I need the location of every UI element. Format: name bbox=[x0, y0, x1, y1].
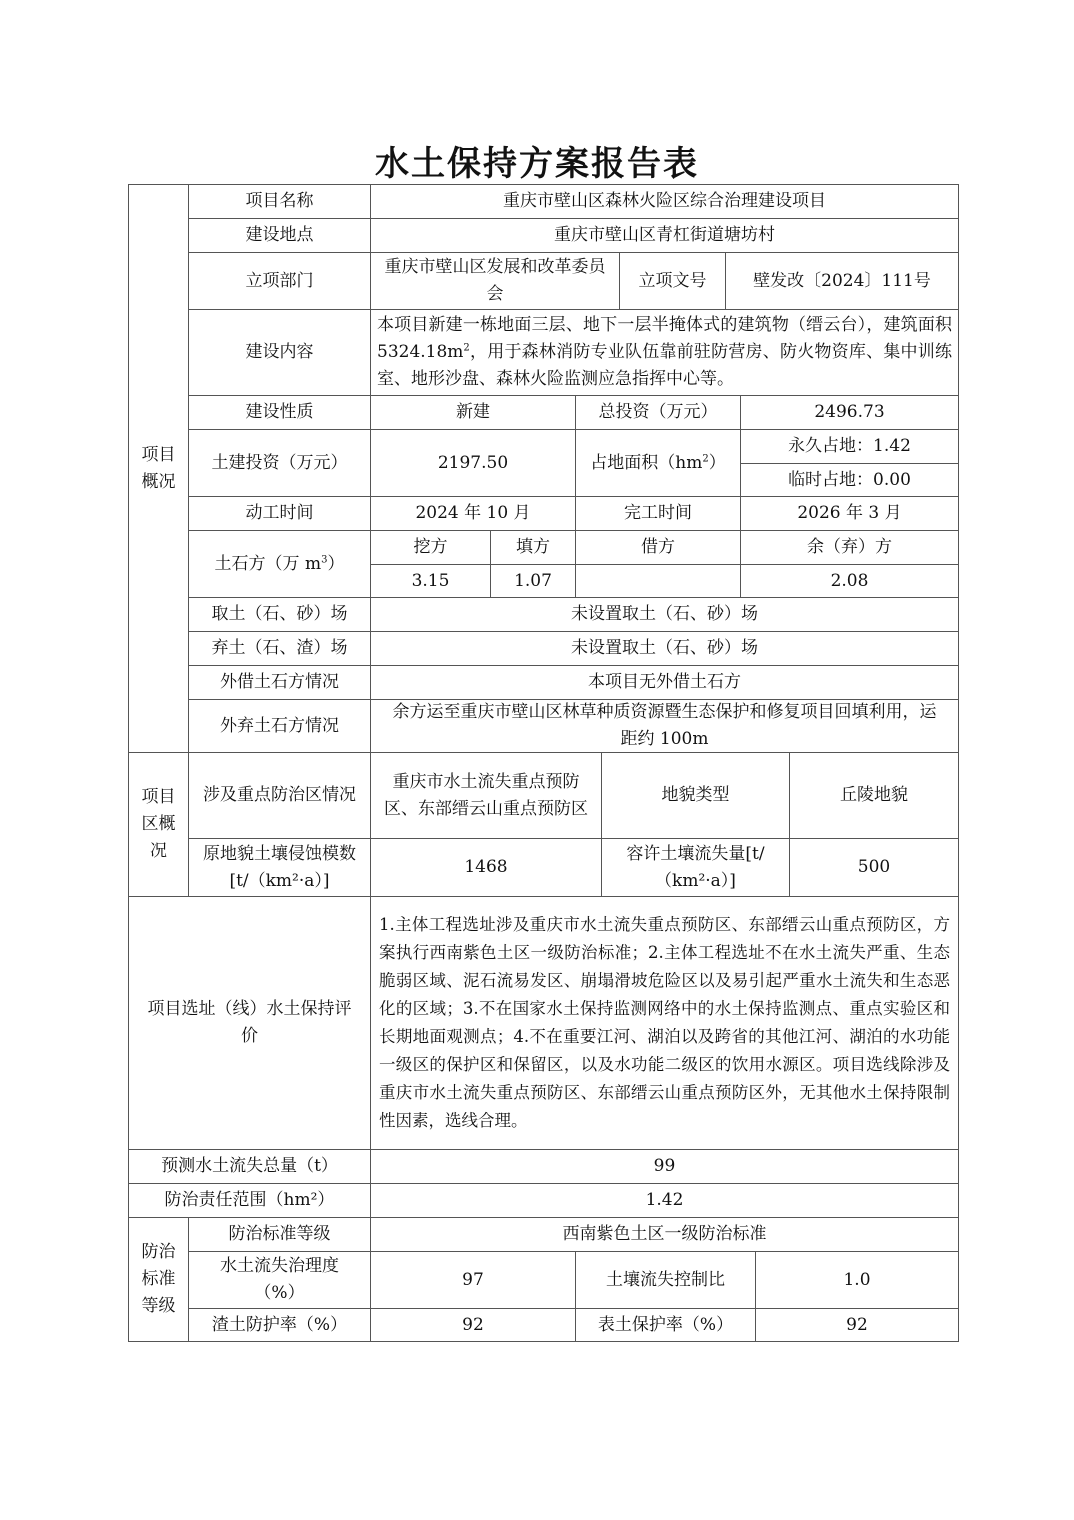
ext-borrow-value: 本项目无外借土石方 bbox=[370, 665, 959, 700]
earthwork-header-borrow: 借方 bbox=[575, 530, 741, 565]
total-invest-value: 2496.73 bbox=[740, 395, 959, 430]
control-degree-value: 97 bbox=[370, 1251, 576, 1309]
dept-value: 重庆市壁山区发展和改革委员会 bbox=[370, 252, 620, 310]
slag-rate-label: 渣土防护率（%） bbox=[188, 1308, 371, 1342]
ext-borrow-label: 外借土石方情况 bbox=[188, 665, 371, 700]
earthwork-label: 土石方（万 $m^3$） bbox=[188, 530, 371, 598]
page-title: 水土保持方案报告表 bbox=[375, 144, 699, 184]
total-invest-label: 总投资（万元） bbox=[575, 395, 741, 430]
earthwork-value-borrow bbox=[575, 564, 741, 598]
earthwork-value-cut: 3.15 bbox=[370, 564, 491, 598]
content-value: 本项目新建一栋地面三层、地下一层半掩体式的建筑物（缙云台），建筑面积 $5324.18m^2$，用于森林消防专业队伍靠前驻防营房、防火物资库、集中训练室、地形沙盘、森林火险监测应急指挥中心等。 bbox=[370, 309, 959, 396]
std-level-value: 西南紫色土区一级防治标准 bbox=[370, 1217, 959, 1252]
allowable-loss-value: 500 bbox=[789, 838, 959, 897]
nature-label: 建设性质 bbox=[188, 395, 371, 430]
landform-value: 丘陵地貌 bbox=[789, 752, 959, 839]
earthwork-value-fill: 1.07 bbox=[490, 564, 576, 598]
allowable-loss-label: 容许土壤流失量[t/（km²·a）] bbox=[601, 838, 790, 897]
topsoil-rate-value: 92 bbox=[755, 1308, 959, 1342]
nature-value: 新建 bbox=[370, 395, 576, 430]
erosion-value: 1468 bbox=[370, 838, 602, 897]
key-zone-label: 涉及重点防治区情况 bbox=[188, 752, 371, 839]
section-area-overview: 项目区概况 bbox=[128, 752, 189, 897]
land-area-label: 占地面积$(hm^2)$ bbox=[575, 429, 741, 497]
start-time-value: 2024 年 10 月 bbox=[370, 496, 576, 531]
resp-area-label: 防治责任范围（hm²） bbox=[128, 1183, 371, 1218]
civil-invest-label: 土建投资（万元） bbox=[188, 429, 371, 497]
permanent-land: 永久占地：1.42 bbox=[740, 429, 959, 464]
site-eval-label: 项目选址（线）水土保持评价 bbox=[128, 896, 371, 1150]
resp-area-value: 1.42 bbox=[370, 1183, 959, 1218]
section-project-overview: 项目概况 bbox=[128, 184, 189, 753]
earthwork-header-spoil: 余（弃）方 bbox=[740, 530, 959, 565]
end-time-value: 2026 年 3 月 bbox=[740, 496, 959, 531]
ext-spoil-label: 外弃土石方情况 bbox=[188, 699, 371, 753]
doc-number-value: 壁发改〔2024〕111号 bbox=[725, 252, 959, 310]
location-label: 建设地点 bbox=[188, 218, 371, 253]
loss-ratio-value: 1.0 bbox=[755, 1251, 959, 1309]
spoil-site-label: 弃土（石、渣）场 bbox=[188, 631, 371, 666]
doc-number-label: 立项文号 bbox=[619, 252, 726, 310]
landform-label: 地貌类型 bbox=[601, 752, 790, 839]
content-label: 建设内容 bbox=[188, 309, 371, 396]
erosion-label: 原地貌土壤侵蚀模数[t/（km²·a）] bbox=[188, 838, 371, 897]
borrow-site-value: 未设置取土（石、砂）场 bbox=[370, 597, 959, 632]
loss-ratio-label: 土壤流失控制比 bbox=[575, 1251, 756, 1309]
start-time-label: 动工时间 bbox=[188, 496, 371, 531]
section-standard-level: 防治标准等级 bbox=[128, 1217, 189, 1342]
site-eval-value: 1.主体工程选址涉及重庆市水土流失重点预防区、东部缙云山重点预防区，方案执行西南紫色土区一级防治标准；2.主体工程选址不在水土流失严重、生态脆弱区域、泥石流易发区、崩塌滑坡危险区以及易引起严重水土流失和生态恶化的区域；3.不在国家水土保持监测网络中的水土保持监测点、重点实验区和长期地面观测点；4.不在重要江河、湖泊以及跨省的其他江河、湖泊的水功能一级区的保护区和保留区，以及水功能二级区的饮用水源区。项目选线除涉及重庆市水土流失重点预防区、东部缙云山重点预防区外，无其他水土保持限制性因素，选线合理。 bbox=[370, 896, 959, 1150]
key-zone-value: 重庆市水土流失重点预防区、东部缙云山重点预防区 bbox=[370, 752, 602, 839]
project-name-label: 项目名称 bbox=[188, 184, 371, 219]
std-level-label: 防治标准等级 bbox=[188, 1217, 371, 1252]
spoil-site-value: 未设置取土（石、砂）场 bbox=[370, 631, 959, 666]
dept-label: 立项部门 bbox=[188, 252, 371, 310]
control-degree-label: 水土流失治理度（%） bbox=[188, 1251, 371, 1309]
slag-rate-value: 92 bbox=[370, 1308, 576, 1342]
end-time-label: 完工时间 bbox=[575, 496, 741, 531]
earthwork-value-spoil: 2.08 bbox=[740, 564, 959, 598]
earthwork-header-cut: 挖方 bbox=[370, 530, 491, 565]
project-name-value: 重庆市壁山区森林火险区综合治理建设项目 bbox=[370, 184, 959, 219]
location-value: 重庆市壁山区青杠街道塘坊村 bbox=[370, 218, 959, 253]
earthwork-header-fill: 填方 bbox=[490, 530, 576, 565]
predicted-loss-label: 预测水土流失总量（t） bbox=[128, 1149, 371, 1184]
civil-invest-value: 2197.50 bbox=[370, 429, 576, 497]
borrow-site-label: 取土（石、砂）场 bbox=[188, 597, 371, 632]
topsoil-rate-label: 表土保护率（%） bbox=[575, 1308, 756, 1342]
temporary-land: 临时占地：0.00 bbox=[740, 463, 959, 497]
predicted-loss-value: 99 bbox=[370, 1149, 959, 1184]
ext-spoil-value: 余方运至重庆市壁山区林草种质资源暨生态保护和修复项目回填利用，运距约 100m bbox=[370, 699, 959, 753]
